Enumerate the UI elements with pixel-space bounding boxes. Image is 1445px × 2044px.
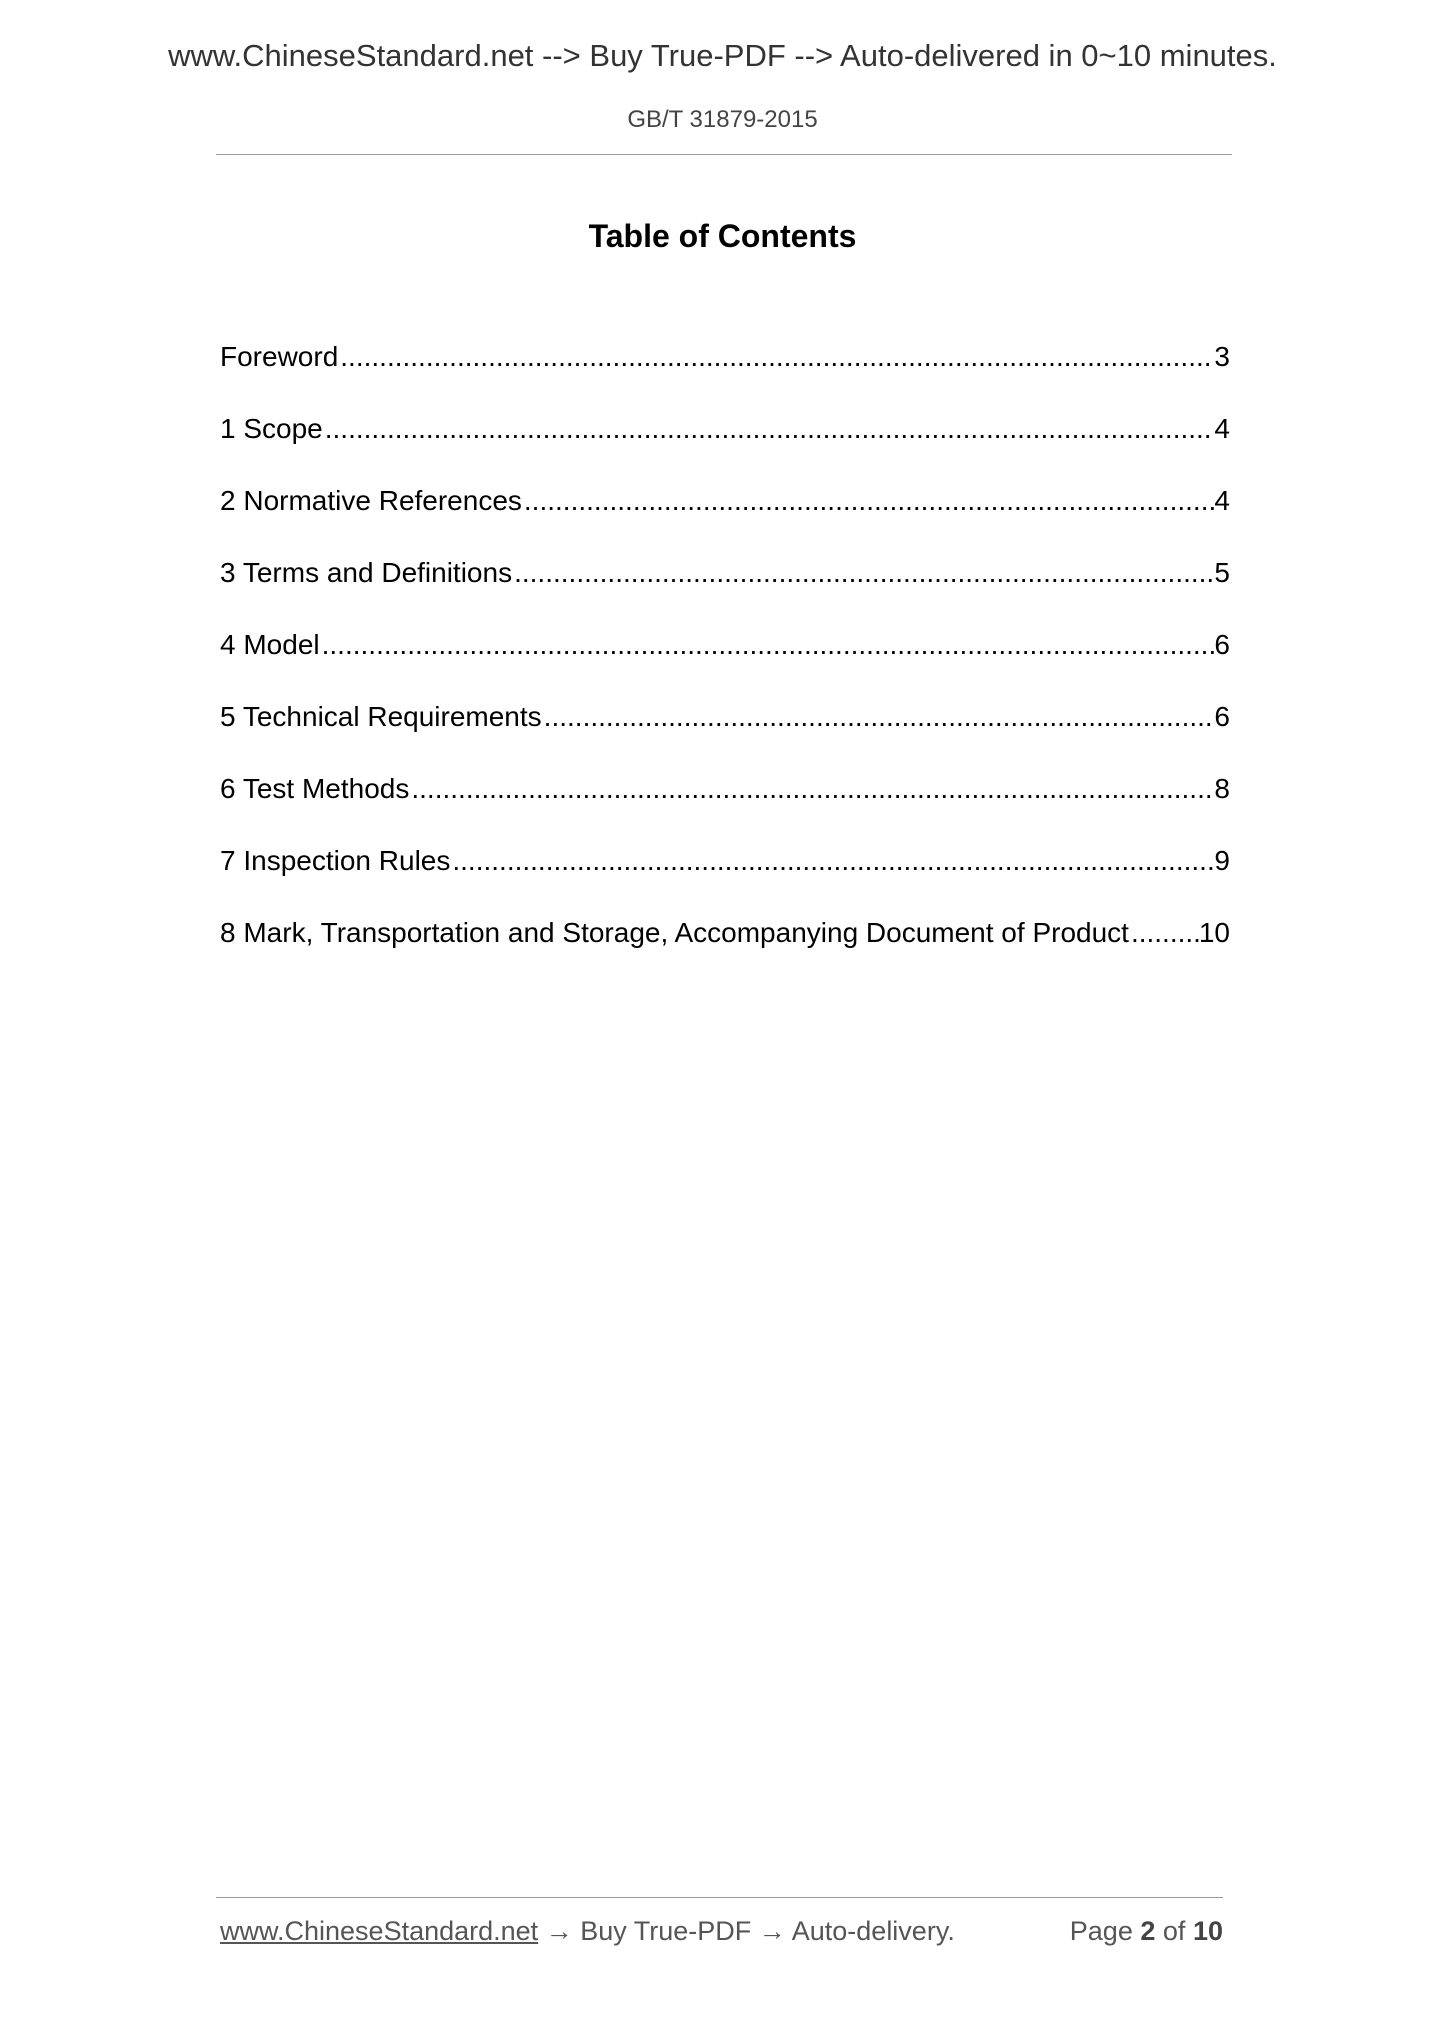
toc-entry-label: 4 Model [220, 629, 320, 660]
toc-title: Table of Contents [588, 218, 857, 254]
page-word: Page [1069, 1916, 1133, 1946]
document-code: GB/T 31879-2015 [627, 106, 818, 133]
total-page-count: 10 [1192, 1916, 1223, 1946]
toc-entry-label: 8 Mark, Transportation and Storage, Accompanying Document of Product [220, 917, 1129, 948]
toc-list [220, 336, 1230, 984]
toc-entry-page: 6 [1214, 629, 1230, 660]
top-banner: www.ChineseStandard.net --> Buy True-PDF --> Auto-delivered in 0~10 minutes. [168, 38, 1277, 73]
toc-dot-leader [512, 552, 1214, 594]
toc-entry-label: 6 Test Methods [220, 773, 410, 804]
toc-dot-leader [409, 768, 1214, 810]
toc-entry-label: 5 Technical Requirements [220, 701, 542, 732]
toc-entry-technical-requirements[interactable] [220, 696, 1230, 768]
toc-entry-label: 7 Inspection Rules [220, 845, 451, 876]
toc-entry-inspection-rules[interactable] [220, 840, 1230, 912]
footer-divider [216, 1897, 1223, 1898]
header-divider [216, 154, 1232, 155]
toc-entry-test-methods[interactable] [220, 768, 1230, 840]
toc-entry-label: 3 Terms and Definitions [220, 557, 513, 588]
toc-dot-leader [320, 624, 1215, 666]
toc-entry-model[interactable] [220, 624, 1230, 696]
footer-promo-text: → Buy True-PDF → Auto-delivery. [538, 1916, 955, 1946]
page-footer [220, 1916, 1223, 1956]
toc-entry-page: 5 [1214, 557, 1230, 588]
toc-entry-scope[interactable] [220, 408, 1230, 480]
toc-entry-page: 4 [1214, 413, 1230, 444]
toc-entry-page: 10 [1198, 917, 1230, 948]
toc-entry-mark-transportation-storage[interactable] [220, 912, 1230, 984]
toc-entry-label: Foreword [220, 341, 339, 372]
toc-dot-leader [323, 408, 1215, 450]
toc-entry-page: 4 [1214, 485, 1230, 516]
toc-dot-leader [522, 480, 1215, 522]
toc-entry-label: 1 Scope [220, 413, 323, 444]
toc-entry-page: 9 [1214, 845, 1230, 876]
toc-dot-leader [450, 840, 1214, 882]
toc-entry-page: 3 [1214, 341, 1230, 372]
toc-entry-terms-and-definitions[interactable] [220, 552, 1230, 624]
of-word: of [1162, 1916, 1186, 1946]
toc-entry-page: 6 [1214, 701, 1230, 732]
toc-entry-label: 2 Normative References [220, 485, 522, 516]
toc-dot-leader [1129, 912, 1199, 954]
toc-dot-leader [338, 336, 1214, 378]
toc-entry-page: 8 [1214, 773, 1230, 804]
toc-dot-leader [542, 696, 1215, 738]
toc-entry-foreword[interactable] [220, 336, 1230, 408]
toc-entry-normative-references[interactable] [220, 480, 1230, 552]
footer-site-link[interactable]: www.ChineseStandard.net [220, 1916, 539, 1946]
page-indicator [1070, 1916, 1223, 1947]
current-page-number: 2 [1140, 1916, 1156, 1946]
footer-promo [220, 1916, 955, 1947]
